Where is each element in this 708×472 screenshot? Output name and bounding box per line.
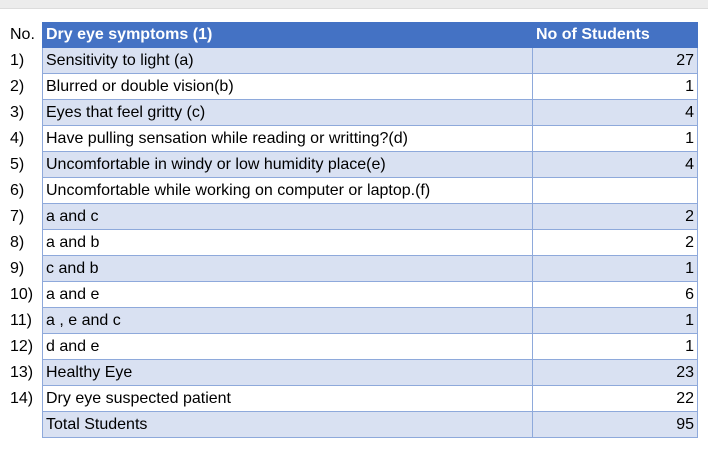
count-cell[interactable]: 2 — [532, 204, 698, 230]
row-number: 12) — [10, 338, 34, 355]
row-number: 4) — [10, 130, 25, 147]
count-cell[interactable]: 27 — [532, 48, 698, 74]
top-divider — [0, 0, 708, 9]
row-number: 3) — [10, 104, 25, 121]
symptom-cell[interactable]: Eyes that feel gritty (c) — [42, 100, 532, 126]
symptom-cell[interactable]: a and c — [42, 204, 532, 230]
symptom-cell[interactable]: a and b — [42, 230, 532, 256]
row-number: 10) — [10, 286, 34, 303]
count-cell[interactable] — [532, 178, 698, 204]
row-number: 1) — [10, 52, 25, 69]
symptom-cell[interactable]: c and b — [42, 256, 532, 282]
row-number: 2) — [10, 78, 25, 95]
row-number: 13) — [10, 364, 34, 381]
row-number: 11) — [10, 312, 32, 329]
count-cell[interactable]: 22 — [532, 386, 698, 412]
count-cell[interactable]: 1 — [532, 334, 698, 360]
count-cell[interactable]: 23 — [532, 360, 698, 386]
header-symptom[interactable]: Dry eye symptoms (1) — [42, 22, 532, 48]
count-cell[interactable]: 1 — [532, 74, 698, 100]
count-cell[interactable]: 2 — [532, 230, 698, 256]
count-cell[interactable]: 1 — [532, 308, 698, 334]
count-cell[interactable]: 4 — [532, 100, 698, 126]
symptom-cell[interactable]: a and e — [42, 282, 532, 308]
row-number: 8) — [10, 234, 25, 251]
symptom-cell[interactable]: Sensitivity to light (a) — [42, 48, 532, 74]
row-number: 9) — [10, 260, 25, 277]
header-count[interactable]: No of Students — [532, 22, 698, 48]
total-label-cell[interactable]: Total Students — [42, 412, 532, 438]
row-number: 6) — [10, 182, 25, 199]
count-cell[interactable]: 4 — [532, 152, 698, 178]
symptom-cell[interactable]: Uncomfortable in windy or low humidity place(e) — [42, 152, 532, 178]
symptom-cell[interactable]: Dry eye suspected patient — [42, 386, 532, 412]
row-number: 5) — [10, 156, 25, 173]
total-count-cell[interactable]: 95 — [532, 412, 698, 438]
count-cell[interactable]: 1 — [532, 256, 698, 282]
row-number: 7) — [10, 208, 25, 225]
symptom-cell[interactable]: Have pulling sensation while reading or writting?(d) — [42, 126, 532, 152]
header-no: No. — [10, 26, 35, 43]
row-number — [10, 412, 42, 438]
symptom-cell[interactable]: Healthy Eye — [42, 360, 532, 386]
symptom-cell[interactable]: Blurred or double vision(b) — [42, 74, 532, 100]
count-cell[interactable]: 6 — [532, 282, 698, 308]
row-number: 14) — [10, 390, 34, 407]
symptom-cell[interactable]: Uncomfortable while working on computer or laptop.(f) — [42, 178, 532, 204]
symptom-cell[interactable]: d and e — [42, 334, 532, 360]
count-cell[interactable]: 1 — [532, 126, 698, 152]
symptom-cell[interactable]: a , e and c — [42, 308, 532, 334]
